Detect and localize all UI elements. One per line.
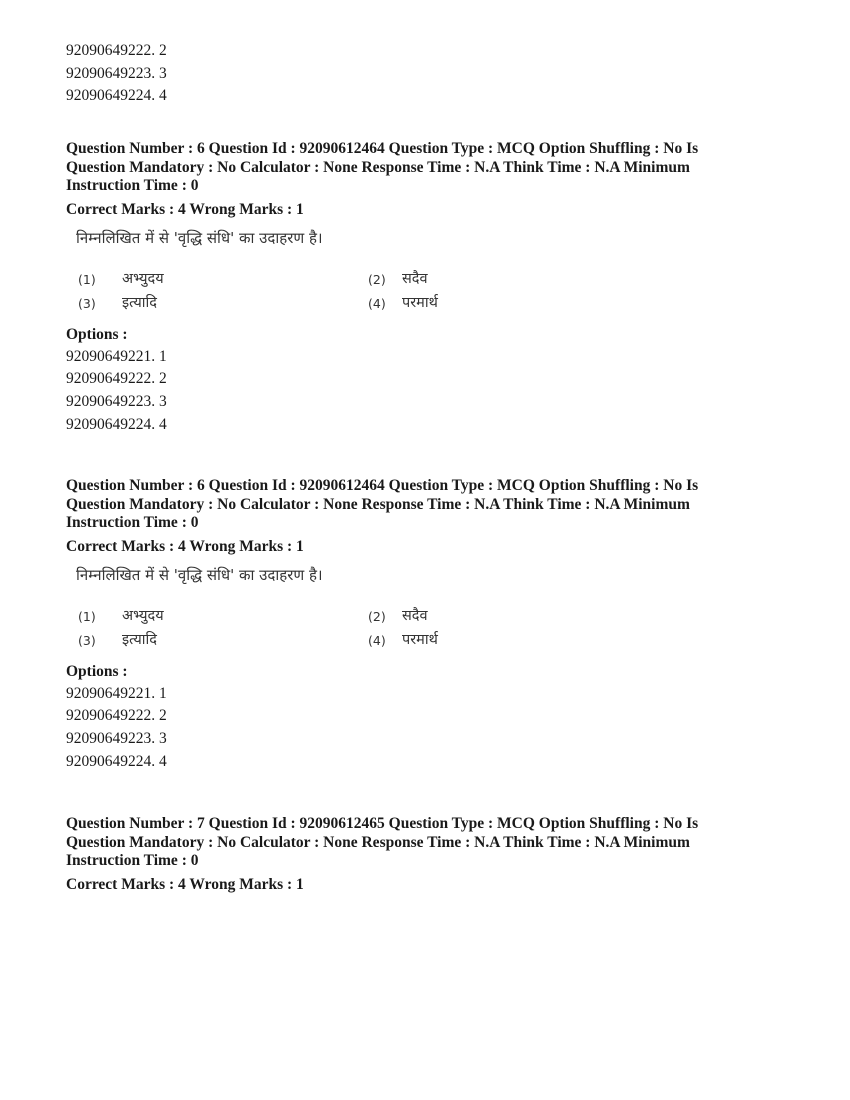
question-marks: Correct Marks : 4 Wrong Marks : 1 bbox=[66, 200, 304, 218]
question-block bbox=[66, 815, 786, 895]
question-block bbox=[66, 477, 786, 773]
meta-line: Instruction Time : 0 bbox=[66, 514, 199, 532]
question-text: निम्नलिखित में से 'वृद्धि संधि' का उदाहरण है। bbox=[76, 565, 323, 584]
option-line: 92090649223. 3 bbox=[66, 392, 167, 410]
option-line: 92090649223. 3 bbox=[66, 729, 167, 747]
question-content bbox=[66, 228, 786, 324]
option-line: 92090649224. 4 bbox=[66, 87, 167, 105]
choice-text: इत्यादि bbox=[122, 294, 157, 311]
choice-text: अभ्युदय bbox=[122, 607, 164, 624]
question-block bbox=[66, 140, 786, 436]
option-line: 92090649221. 1 bbox=[66, 684, 167, 702]
options-label: Options : bbox=[66, 662, 128, 680]
meta-line: Question Mandatory : No Calculator : None Response Time : N.A Think Time : N.A Minimum bbox=[66, 495, 690, 513]
previous-options bbox=[66, 40, 786, 108]
choice-text: परमार्थ bbox=[402, 294, 438, 311]
meta-line: Question Number : 6 Question Id : 92090612464 Question Type : MCQ Option Shuffling : No Is bbox=[66, 140, 699, 157]
choice-text: सदैव bbox=[402, 607, 428, 624]
question-content bbox=[66, 565, 786, 661]
meta-line: Question Mandatory : No Calculator : None Response Time : N.A Think Time : N.A Minimum bbox=[66, 833, 690, 851]
choice-number: (1) bbox=[78, 271, 96, 287]
choice-number: (2) bbox=[368, 271, 386, 287]
question-marks: Correct Marks : 4 Wrong Marks : 1 bbox=[66, 875, 304, 893]
choice-text: सदैव bbox=[402, 270, 428, 287]
question-meta bbox=[66, 477, 786, 533]
choice-text: इत्यादि bbox=[122, 631, 157, 648]
question-meta bbox=[66, 140, 786, 196]
question-meta bbox=[66, 815, 786, 871]
choice-number: (4) bbox=[368, 632, 386, 648]
option-line: 92090649221. 1 bbox=[66, 347, 167, 365]
option-line: 92090649222. 2 bbox=[66, 370, 167, 388]
choice-number: (3) bbox=[78, 295, 96, 311]
meta-line: Question Mandatory : No Calculator : None Response Time : N.A Think Time : N.A Minimum bbox=[66, 158, 690, 176]
question-marks: Correct Marks : 4 Wrong Marks : 1 bbox=[66, 537, 304, 555]
choice-number: (4) bbox=[368, 295, 386, 311]
choice-number: (2) bbox=[368, 608, 386, 624]
meta-line: Question Number : 7 Question Id : 92090612465 Question Type : MCQ Option Shuffling : No Is bbox=[66, 815, 699, 832]
options-label: Options : bbox=[66, 325, 128, 343]
option-line: 92090649224. 4 bbox=[66, 415, 167, 433]
meta-line: Instruction Time : 0 bbox=[66, 177, 199, 195]
question-text: निम्नलिखित में से 'वृद्धि संधि' का उदाहरण है। bbox=[76, 228, 323, 247]
choice-number: (3) bbox=[78, 632, 96, 648]
choice-text: अभ्युदय bbox=[122, 270, 164, 287]
choice-text: परमार्थ bbox=[402, 631, 438, 648]
option-line: 92090649224. 4 bbox=[66, 752, 167, 770]
option-line: 92090649222. 2 bbox=[66, 42, 167, 59]
option-line: 92090649222. 2 bbox=[66, 707, 167, 725]
option-line: 92090649223. 3 bbox=[66, 64, 167, 82]
choice-number: (1) bbox=[78, 608, 96, 624]
meta-line: Question Number : 6 Question Id : 92090612464 Question Type : MCQ Option Shuffling : No Is bbox=[66, 477, 699, 494]
meta-line: Instruction Time : 0 bbox=[66, 852, 199, 870]
